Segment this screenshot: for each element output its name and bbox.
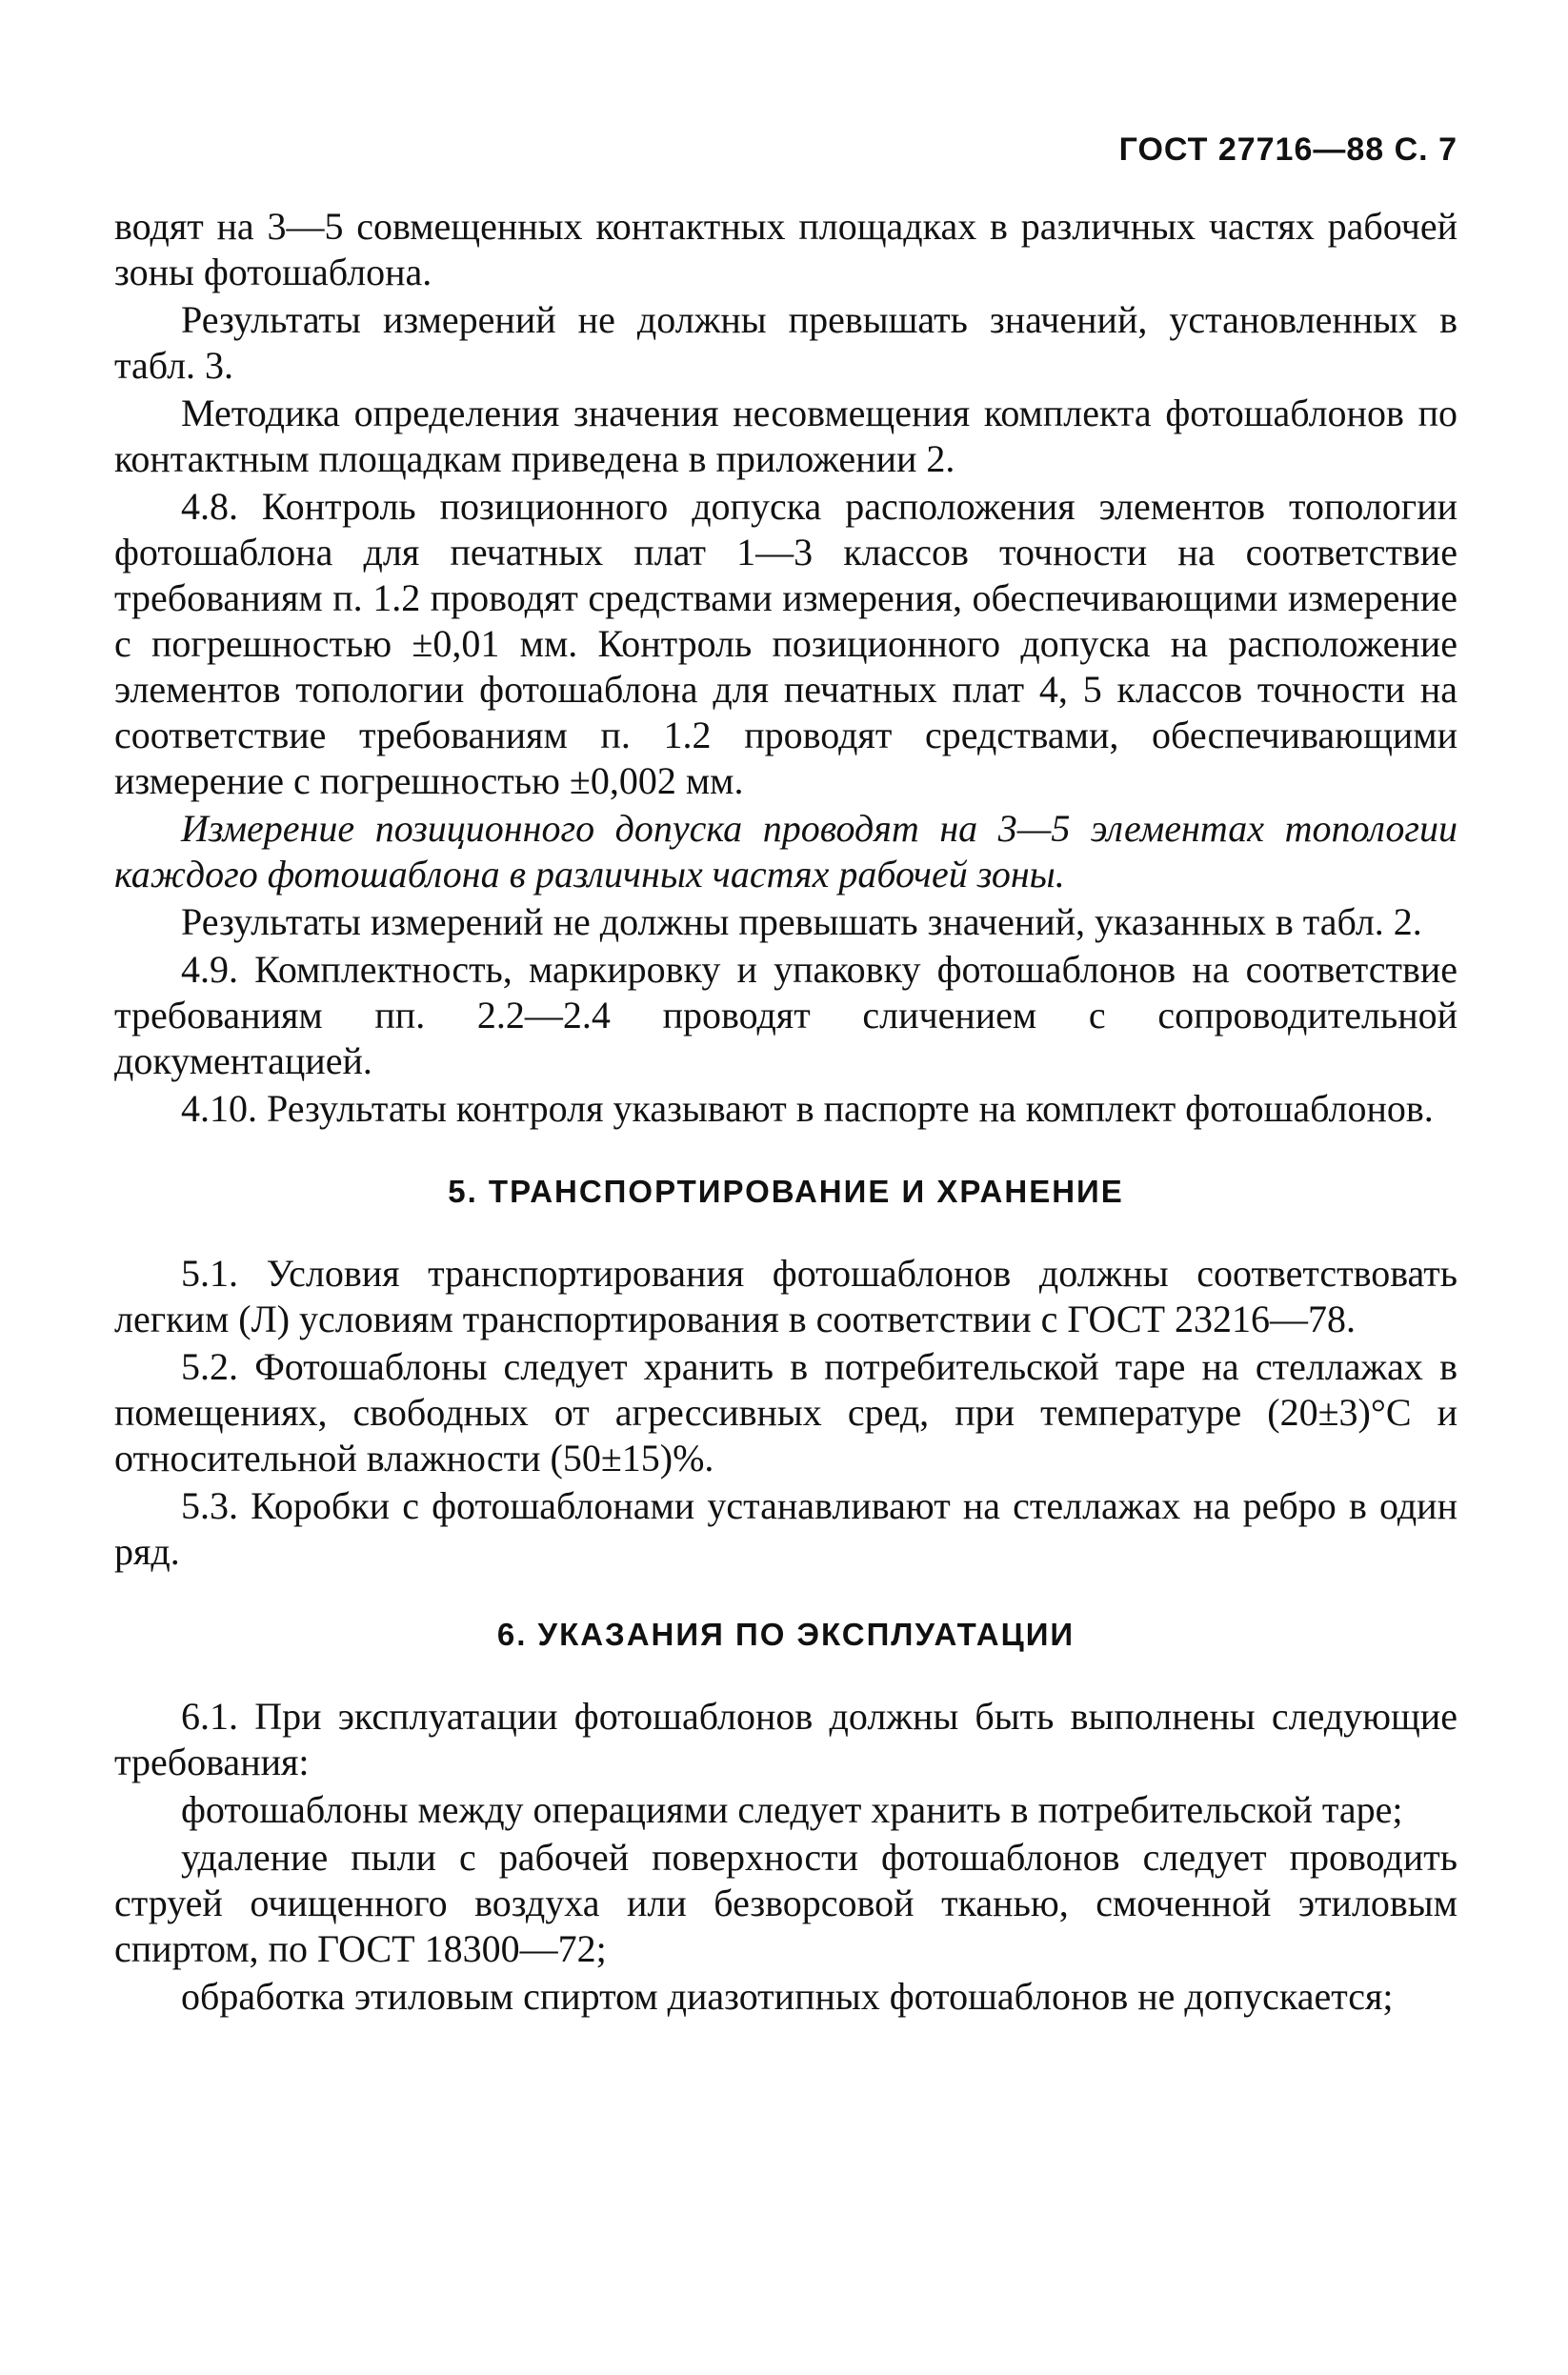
paragraph-dust-removal: удаление пыли с рабочей поверхности фотошаблонов следует проводить струей очищенного воздуха или безворсовой тканью, смоченной этиловым спиртом, по ГОСТ 18300—72; <box>114 1836 1457 1970</box>
document-page <box>114 133 1457 2022</box>
paragraph-results-table2: Результаты измерений не должны превышать значений, указанных в табл. 2. <box>181 900 1422 943</box>
paragraph-position-measurement: Измерение позиционного допуска проводят на 3—5 элементах топологии каждого фотошаблона в различных частях рабочей зоны. <box>114 807 1457 896</box>
paragraph-4-9: 4.9. Комплектность, маркировку и упаковку фотошаблонов на соответствие требованиям пп. 2.2—2.4 проводят сличением с сопроводительной документацией. <box>114 948 1457 1082</box>
section-title-operation: 6. УКАЗАНИЯ ПО ЭКСПЛУАТАЦИИ <box>496 1617 1075 1652</box>
paragraph-5-2: 5.2. Фотошаблоны следует хранить в потребительской таре на стеллажах в помещениях, свободных от агрессивных сред, при температуре (20±3)°С и относительной влажности (50±15)%. <box>114 1345 1457 1479</box>
paragraph-4-8: 4.8. Контроль позиционного допуска расположения элементов топологии фотошаблона для печатных плат 1—3 классов точности на соответствие требованиям п. 1.2 проводят средствами измерения, обеспечивающими измерение с погрешностью ±0,01 мм. Контроль позиционного допуска на расположение элементов топологии фотошаблона для печатных плат 4, 5 классов точности на соответствие требованиям п. 1.2 проводят средствами, обеспечивающими измерение с погрешностью ±0,002 мм. <box>114 485 1457 802</box>
paragraph-results-table3: Результаты измерений не должны превышать значений, установленных в табл. 3. <box>114 298 1457 387</box>
paragraph-alcohol-restriction: обработка этиловым спиртом диазотипных фотошаблонов не допускается; <box>181 1975 1394 2018</box>
running-header: ГОСТ 27716—88 С. 7 <box>1118 131 1457 168</box>
paragraph-method-appendix2: Методика определения значения несовмещения комплекта фотошаблонов по контактным площадкам приведена в приложении 2. <box>114 392 1457 480</box>
paragraph-6-1: 6.1. При эксплуатации фотошаблонов должны быть выполнены следующие требования: <box>114 1695 1457 1783</box>
paragraph-storage-between-ops: фотошаблоны между операциями следует хранить в потребительской таре; <box>181 1788 1403 1831</box>
paragraph-continuation: водят на 3—5 совмещенных контактных площадках в различных частях рабочей зоны фотошаблона. <box>114 205 1457 293</box>
paragraph-4-10: 4.10. Результаты контроля указывают в паспорте на комплект фотошаблонов. <box>181 1087 1434 1130</box>
section-title-transport: 5. ТРАНСПОРТИРОВАНИЕ И ХРАНЕНИЕ <box>448 1174 1124 1209</box>
paragraph-5-1: 5.1. Условия транспортирования фотошаблонов должны соответствовать легким (Л) условиям транспортирования в соответствии с ГОСТ 23216—78. <box>114 1252 1457 1340</box>
paragraph-5-3: 5.3. Коробки с фотошаблонами устанавливают на стеллажах на ребро в один ряд. <box>114 1484 1457 1573</box>
